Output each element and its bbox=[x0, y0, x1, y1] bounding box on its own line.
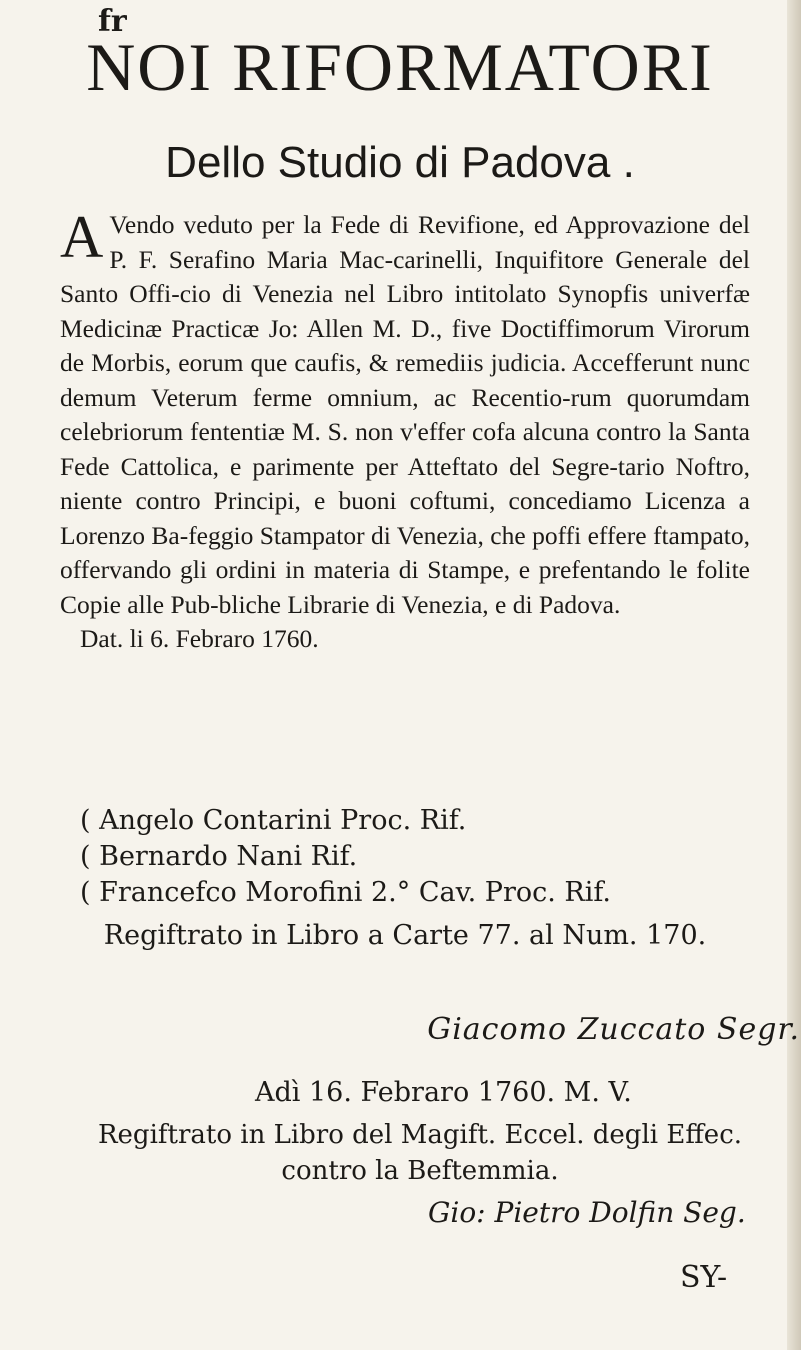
signer: ( Angelo Contarini Proc. Rif. bbox=[80, 805, 467, 836]
second-signature: Gio: Pietro Dolfin Seg. bbox=[428, 1196, 746, 1229]
signature-mark: fr bbox=[98, 4, 127, 39]
registration-line: contro la Beftemmia. bbox=[281, 1156, 559, 1186]
page-edge-shadow bbox=[787, 0, 801, 1350]
issue-date: Dat. li 6. Febraro 1760. bbox=[80, 624, 319, 653]
page-title: NOI RIFORMATORI bbox=[86, 29, 714, 105]
catchword: SY- bbox=[680, 1260, 728, 1295]
body-paragraph-text: Vendo veduto per la Fede di Revifione, ed Approvazione del P. F. Serafino Maria Mac-carinelli, Inquifitore Generale del Santo Offi-cio di Venezia nel Libro intitolato Synopfis univerfæ Medicinæ Practicæ Jo: Allen M. D., five Doctiffimorum Virorum de Morbis, eorum que caufis, & remediis judicia. Accefferunt nunc demum Veterum ferme omnium, ac Recentio-rum quorumdam celebriorum fententiæ M. S. non v'effer cofa alcuna contro la Santa Fede Cattolica, e parimente per Atteftato del Segre-tario Noftro, niente contro Principi, e buoni coftumi, concediamo Licenza a Lorenzo Ba-feggio Stampator di Venezia, che poffi effere ftampato, offervando gli ordini in materia di Stampe, e prefentando le folite Copie alle Pub-bliche Librarie di Venezia, e di Padova. bbox=[60, 210, 750, 619]
page-subtitle: Dello Studio di Padova . bbox=[165, 138, 635, 187]
drop-cap: A bbox=[60, 204, 104, 270]
body-paragraph bbox=[60, 204, 750, 657]
registration-note-2 bbox=[60, 1117, 780, 1189]
registration-note: Regiftrato in Libro a Carte 77. al Num. 170. bbox=[103, 920, 707, 951]
signer: ( Francefco Morofini 2.° Cav. Proc. Rif. bbox=[80, 877, 611, 908]
secretary-signature: Giacomo Zuccato Segr. bbox=[427, 1012, 800, 1047]
adi-date: Adì 16. Febraro 1760. M. V. bbox=[255, 1077, 632, 1108]
registration-line: Regiftrato in Libro del Magift. Eccel. degli Effec. bbox=[97, 1120, 743, 1150]
signers-list bbox=[80, 803, 611, 911]
signer: ( Bernardo Nani Rif. bbox=[80, 841, 358, 872]
